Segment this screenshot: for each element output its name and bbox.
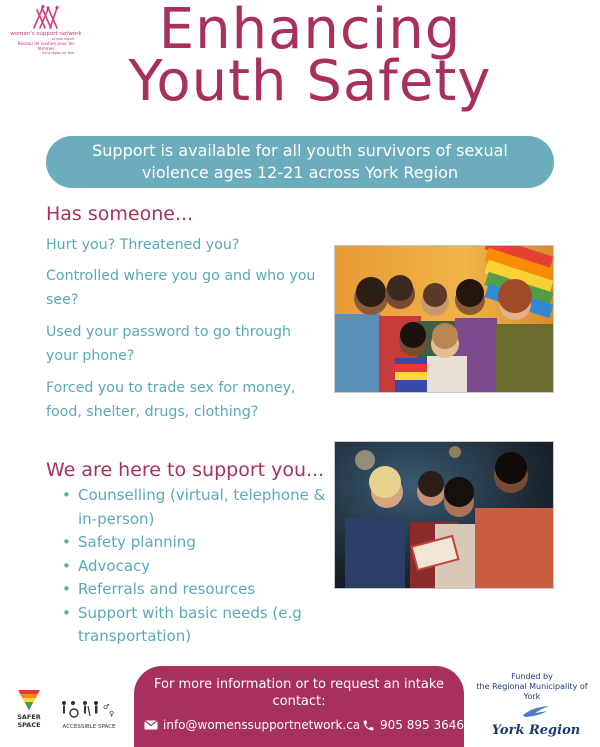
youth-reading-photo — [334, 441, 554, 589]
phone-icon — [362, 719, 375, 732]
service-item-safety-planning: • Safety planning — [62, 531, 332, 555]
contact-email[interactable] — [144, 718, 360, 732]
svg-text:♀: ♀ — [109, 710, 115, 718]
york-region-wordmark: York Region — [491, 723, 581, 738]
safer-space-line1: SAFER — [17, 713, 41, 721]
accessible-space-badge — [56, 700, 122, 730]
safer-space-badge — [10, 690, 48, 729]
eligibility-banner — [46, 136, 554, 188]
contact-box — [134, 666, 464, 747]
york-region-logo — [486, 704, 586, 738]
contact-phone-text[interactable]: 905 895 3646 — [380, 718, 464, 732]
question-1: Hurt you? Threatened you? — [46, 237, 240, 253]
rainbow-triangle-icon — [18, 690, 40, 710]
wsn-logo-icon — [31, 4, 61, 30]
service-item-basic-needs: • Support with basic needs (e.g transportation) — [62, 602, 332, 649]
service-item-referrals: • Referrals and resources — [62, 578, 332, 602]
support-heading: We are here to support you... — [46, 459, 325, 481]
safer-space-line2: SPACE — [17, 720, 41, 729]
page-title-line2: Youth Safety — [128, 49, 492, 114]
logo-region-fr: de la région de York — [42, 51, 74, 55]
envelope-icon — [144, 720, 158, 730]
contact-email-text[interactable]: info@womenssupportnetwork.ca — [163, 718, 361, 732]
has-someone-heading: Has someone... — [46, 203, 194, 225]
youth-group-photo — [334, 245, 554, 393]
service-item-advocacy: • Advocacy — [62, 555, 332, 579]
question-4: Forced you to trade sex for money, food, shelter, drugs, clothing? — [46, 380, 296, 420]
eligibility-banner-text: Support is available for all youth survivors of sexual violence ages 12-21 across York Region — [92, 141, 508, 182]
funded-by-line1: Funded by — [511, 672, 553, 681]
logo-region: of york region — [51, 37, 74, 41]
contact-lead: For more information or to request an intake contact: — [154, 677, 444, 709]
york-region-bird-icon — [521, 705, 551, 719]
question-2: Controlled where you go and who you see? — [46, 268, 316, 308]
page-title-line1: Enhancing — [158, 0, 462, 62]
logo-name-fr: Réseau de soutien pour les femmes — [17, 41, 75, 51]
question-3: Used your password to go through your phone? — [46, 324, 291, 364]
svg-text:♂: ♂ — [103, 703, 110, 711]
wsn-logo — [10, 4, 82, 55]
contact-phone[interactable] — [362, 718, 464, 732]
funded-by-line2: the Regional Municipality of York — [476, 682, 588, 701]
services-list — [62, 484, 332, 649]
logo-name: women's support network — [10, 31, 82, 37]
service-item-counselling: • Counselling (virtual, telephone & in-person) — [62, 484, 332, 531]
funding-credit — [470, 672, 594, 702]
accessible-space-label: ACCESSIBLE SPACE — [62, 724, 116, 730]
accessibility-icons — [59, 700, 119, 718]
